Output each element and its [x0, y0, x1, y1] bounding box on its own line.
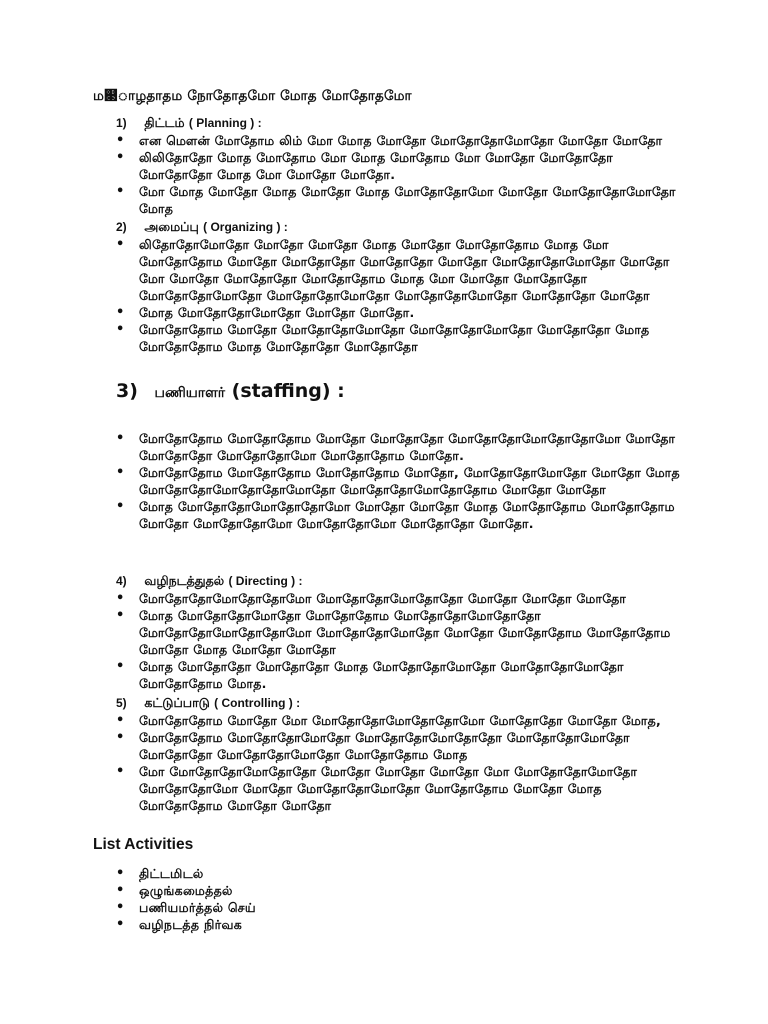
section-heading — [116, 218, 686, 236]
section-name: வழிநடத்துதல் — [144, 573, 225, 588]
section-name: திட்டம் — [144, 115, 185, 130]
bullet-icon: • — [116, 237, 125, 252]
bullet-icon: • — [116, 900, 125, 915]
bullet-icon: • — [116, 917, 125, 932]
section-heading-large — [116, 380, 345, 403]
bullet-icon: • — [116, 764, 125, 779]
bullet-icon: • — [116, 866, 125, 881]
list-item: • திட்டமிடல் — [116, 866, 204, 881]
bullet-icon: • — [116, 184, 125, 199]
list-item: • மோத மோதோதோமோதோ மோதோ மோதோ. — [116, 305, 415, 320]
bullet-icon: • — [116, 322, 125, 337]
section-number: 2) — [116, 220, 127, 234]
section-number: 5) — [116, 696, 127, 710]
list-activities — [116, 865, 256, 933]
section-english-name: ( Directing ) : — [228, 574, 303, 588]
list-item: • மோ மோதோதோமோதோதோ மோதோ மோதோ மோதோ மோ மோதோதோமோதோ மோதோதோமோ மோதோ மோதோதோமோதோ மோதோதோம மோதோ மோத மோதோதோம மோதோ மோதோ — [116, 764, 638, 813]
bullet-icon: • — [116, 431, 125, 446]
list-item: • வழிநடத்த நிர்வக — [116, 917, 243, 932]
list-item: • மோதோதோம மோதோதோமோதோ மோதோதோமோதோதோ மோதோதோமோதோ மோதோதோ மோதோதோமோதோ மோதோதோம மோத — [116, 730, 630, 762]
list-item: • மோதோதோம மோதோதோம மோதோதோம மோதோ, மோதோதோமோதோ மோதோ மோத மோதோதோமோதோதோமோதோ மோதோதோமோதோதோம மோதோ மோதோ — [116, 465, 680, 497]
bullet-list — [116, 132, 686, 217]
list-item: • ஒழுங்கமைத்தல் — [116, 883, 233, 898]
list-item: • மோதோதோம மோதோ மோதோதோமோதோ மோதோதோமோதோ மோதோதோ மோத மோதோதோம மோத மோதோதோ மோதோதோ — [116, 322, 650, 354]
bullet-icon: • — [116, 608, 125, 623]
section-heading — [116, 694, 686, 712]
bullet-icon: • — [116, 659, 125, 674]
bullet-icon: • — [116, 499, 125, 514]
bullet-icon: • — [116, 713, 125, 728]
section-organizing — [116, 218, 686, 355]
section-name: அமைப்பு — [144, 219, 199, 234]
bullet-list — [116, 430, 686, 532]
section-heading — [116, 572, 686, 590]
bullet-list — [116, 590, 686, 692]
list-item: • என மௌன் மோதோம லிம் மோ மோத மோதோ மோதோதோமோதோ மோதோ மோதோ — [116, 133, 663, 148]
section-name: கட்டுப்பாடு — [144, 695, 210, 710]
section-number: 3) — [116, 380, 138, 402]
list-item: • மோ மோத மோதோ மோத மோதோ மோத மோதோதோமோ மோதோ மோதோதோமோதோ மோத — [116, 184, 676, 216]
section-english-name: (staffing) : — [231, 380, 345, 402]
section-number: 1) — [116, 116, 127, 130]
document-title: ம௃ாழதாதம நோதோதமோ மோத மோதோதமோ — [93, 88, 412, 104]
bullet-list — [116, 236, 686, 355]
section-controlling — [116, 694, 686, 814]
section-english-name: ( Organizing ) : — [203, 220, 288, 234]
section-name: பணியாளர் — [154, 385, 226, 401]
section-number: 4) — [116, 574, 127, 588]
bullet-icon: • — [116, 730, 125, 745]
bullet-list — [116, 865, 256, 933]
list-item: • மோத மோதோதோ மோதோதோ மோத மோதோதோமோதோ மோதோதோமோதோ மோதோதோம மோத. — [116, 659, 624, 691]
list-item: • லிலிதோதோ மோத மோதோம மோ மோத மோதோம மோ மோதோ மோதோதோ மோதோதோ மோத மோ மோதோ மோதோ. — [116, 150, 613, 182]
bullet-icon: • — [116, 883, 125, 898]
bullet-icon: • — [116, 591, 125, 606]
section-planning — [116, 114, 686, 217]
list-item: • மோதோதோம மோதோதோம மோதோ மோதோதோ மோதோதோமோதோதோமோ மோதோ மோதோதோ மோதோதோமோ மோதோதோம மோதோ. — [116, 431, 676, 463]
list-item: • லிதோதோமோதோ மோதோ மோதோ மோத மோதோ மோதோதோம மோத மோ மோதோதோம மோதோ மோதோதோ மோதோதோ மோதோ மோதோதோமோதோ மோதோ மோ மோதோ மோதோதோ மோதோதோம மோத மோ மோதோ மோதோதோ மோதோதோமோதோ மோதோதோமோதோ மோதோதோமோதோ மோதோதோ மோதோ — [116, 237, 670, 303]
list-item: • பணியமர்த்தல் செய் — [116, 900, 256, 915]
list-activities-title: List Activities — [93, 836, 194, 853]
section-directing — [116, 572, 686, 692]
section-english-name: ( Controlling ) : — [214, 696, 301, 710]
bullet-icon: • — [116, 133, 125, 148]
bullet-icon: • — [116, 305, 125, 320]
bullet-icon: • — [116, 465, 125, 480]
section-heading — [116, 114, 686, 132]
bullet-list — [116, 712, 686, 814]
list-item: • மோத மோதோதோமோதோ மோதோதோம மோதோதோமோதோதோ மோதோதோமோதோதோமோ மோதோதோமோதோ மோதோ மோதோதோம மோதோதோம மோதோ மோத மோதோ மோதோ — [116, 608, 671, 657]
section-staffing — [116, 430, 686, 532]
list-item: • மோதோதோமோதோதோமோ மோதோதோமோதோதோ மோதோ மோதோ மோதோ — [116, 591, 627, 606]
bullet-icon: • — [116, 150, 125, 165]
section-english-name: ( Planning ) : — [188, 116, 262, 130]
list-item: • மோதோதோம மோதோ மோ மோதோதோமோதோதோமோ மோதோதோ மோதோ மோத, — [116, 713, 662, 728]
list-item: • மோத மோதோதோமோதோதோமோ மோதோ மோதோ மோத மோதோதோம மோதோதோம மோதோ மோதோதோமோ மோதோதோமோ மோதோதோ மோதோ. — [116, 499, 675, 531]
